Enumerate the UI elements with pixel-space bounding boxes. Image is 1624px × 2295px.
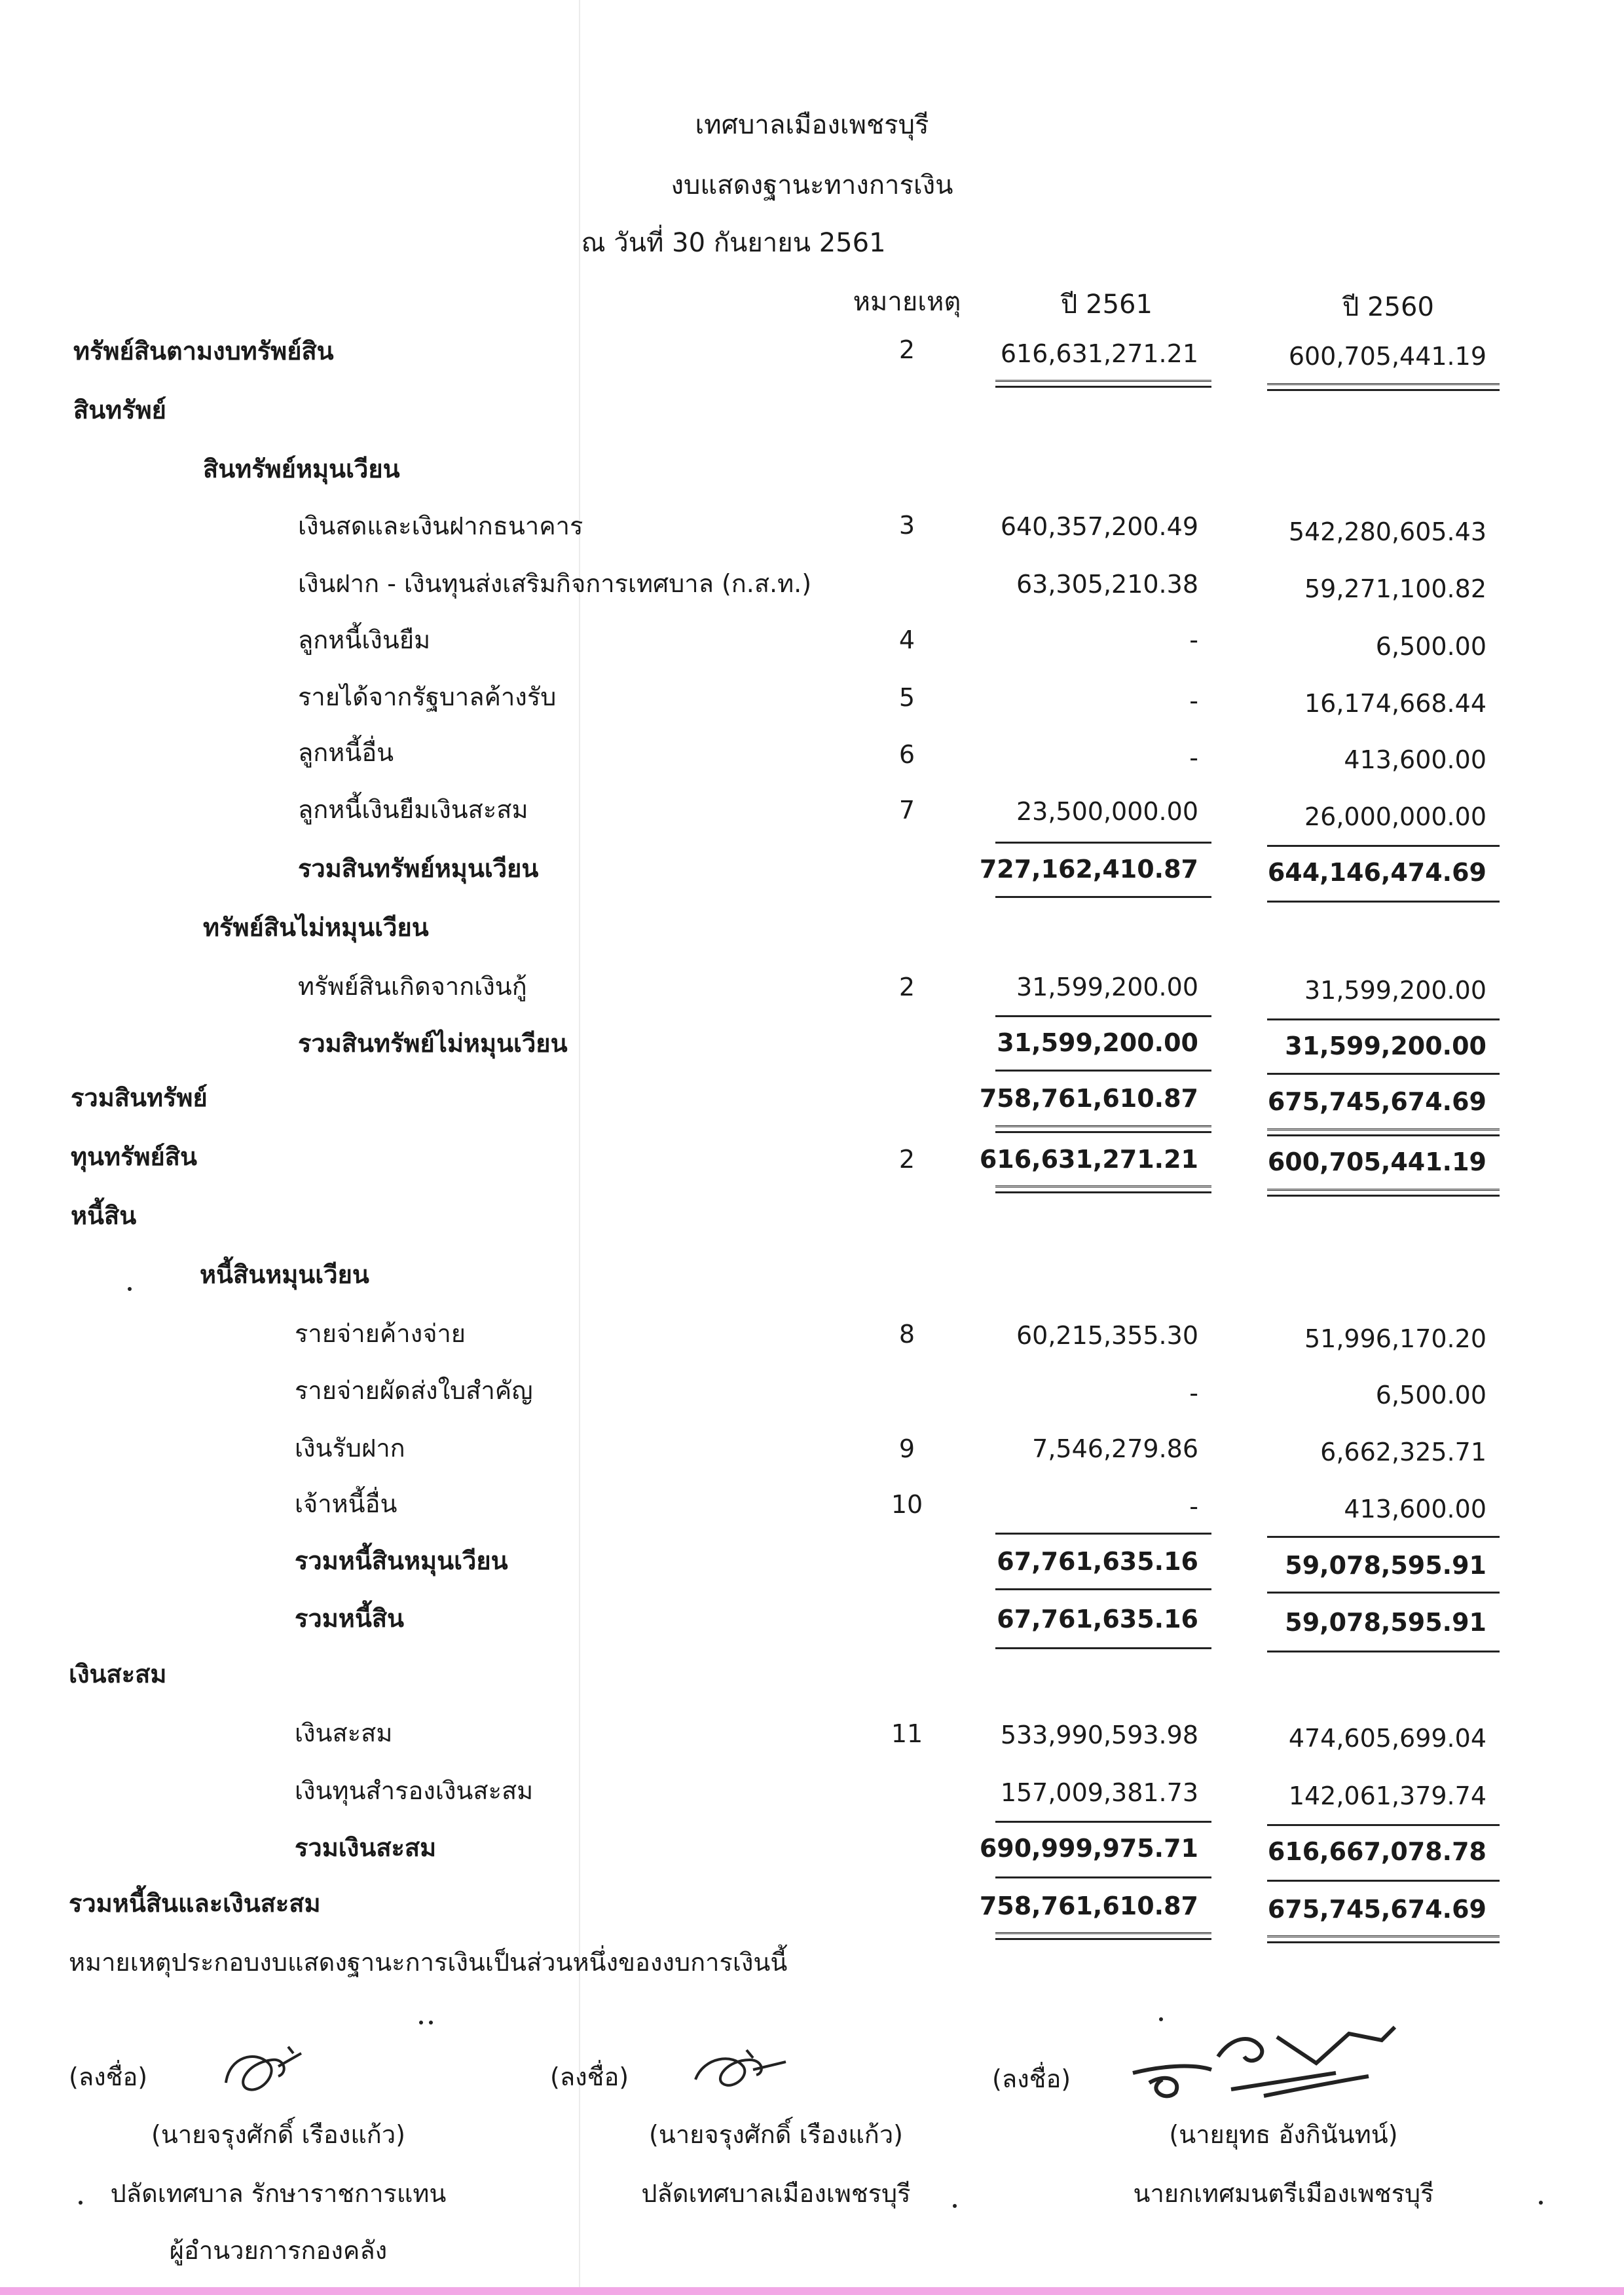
sign-label: (ลงชื่อ) [550,2062,629,2091]
scan-speck [953,2204,957,2208]
row-value-2560: 474,605,699.04 [1288,1724,1486,1753]
row-label: เงินสดและเงินฝากธนาคาร [298,512,583,540]
row-value-2561: 533,990,593.98 [1000,1721,1198,1749]
row-value-2560: 413,600.00 [1344,1495,1486,1523]
total-value-2560: 675,745,674.69 [1267,1087,1486,1116]
handwritten-signature [216,2037,321,2109]
row-value-2560: 51,996,170.20 [1304,1324,1486,1353]
section-heading: สินทรัพย์ [73,396,166,424]
section-heading: หนี้สิน [71,1201,137,1230]
subtotal-label: รวมสินทรัพย์หมุนเวียน [298,854,539,883]
scan-speck [429,2021,433,2024]
subtotal-rule [995,842,1211,844]
subtotal-rule [1267,1824,1500,1826]
subtotal-rule [995,1876,1211,1878]
row-value-2560: 26,000,000.00 [1304,802,1486,831]
row-value-2560: 6,500.00 [1375,632,1486,661]
double-underline [995,1185,1211,1193]
statement-date: ณ วันที่ 30 กันยายน 2561 [581,228,886,258]
row-note: 2 [898,973,915,1001]
row-note: 7 [898,796,915,825]
row-value-2560: 59,271,100.82 [1304,574,1486,603]
signatory-name: (นายจรุงศักดิ์ เรืองแก้ว) [649,2120,903,2149]
signatory-title: นายกเทศมนตรีเมืองเพชรบุรี [1133,2179,1434,2208]
subtotal-label: รวมหนี้สินหมุนเวียน [295,1546,508,1575]
subtotal-rule [1267,1592,1500,1594]
row-value-2560: 413,600.00 [1344,745,1486,774]
row-label: ทรัพย์สินเกิดจากเงินกู้ [298,972,527,1001]
double-underline [1267,1129,1500,1136]
row-note: 6 [898,740,915,769]
row-value-2560: 142,061,379.74 [1288,1782,1486,1810]
subtotal-value-2561: 31,599,200.00 [997,1028,1198,1057]
row-note: 2 [898,1145,915,1174]
row-label: เงินสะสม [295,1719,393,1747]
grand-total-label: รวมหนี้สินและเงินสะสม [69,1889,321,1918]
signatory-title: ปลัดเทศบาลเมืองเพชรบุรี [641,2179,911,2208]
total-value-2560: 59,078,595.91 [1285,1608,1486,1637]
row-value-2561: 616,631,271.21 [979,1145,1198,1174]
scan-speck [128,1287,132,1291]
row-value-2561: - [1189,625,1198,654]
row-note: 9 [898,1434,915,1463]
row-label: รายได้จากรัฐบาลค้างรับ [298,682,557,711]
row-value-2561: - [1189,1379,1198,1408]
scan-speck [1539,2201,1543,2205]
total-label: รวมสินทรัพย์ [71,1083,208,1112]
row-value-2560: 6,500.00 [1375,1381,1486,1409]
row-value-2561: - [1189,1492,1198,1521]
grand-total-value-2561: 758,761,610.87 [979,1892,1198,1920]
subtotal-rule [1267,845,1500,847]
double-underline [1267,1189,1500,1197]
statement-title: งบแสดงฐานะทางการเงิน [671,170,953,200]
total-value-2561: 67,761,635.16 [997,1605,1198,1633]
scan-speck [419,2021,423,2024]
row-note: 10 [891,1490,923,1519]
subtotal-value-2560: 59,078,595.91 [1285,1551,1486,1580]
signatory-name: (นายจรุงศักดิ์ เรืองแก้ว) [151,2120,405,2149]
scan-speck [79,2201,83,2205]
double-underline [995,1125,1211,1133]
sign-label: (ลงชื่อ) [992,2064,1071,2093]
row-note: 8 [898,1320,915,1349]
signatory-name: (นายยุทธ อังกินันทน์) [1169,2120,1398,2149]
subsection-heading: สินทรัพย์หมุนเวียน [203,455,400,483]
row-value-2561: - [1189,686,1198,715]
org-title: เทศบาลเมืองเพชรบุรี [695,110,929,140]
subsection-heading: ทรัพย์สินไม่หมุนเวียน [203,913,429,942]
row-value-2560: 600,705,441.19 [1267,1148,1486,1176]
row-value-2561: 60,215,355.30 [1016,1321,1198,1350]
subtotal-label: รวมเงินสะสม [295,1833,437,1862]
subtotal-value-2560: 644,146,474.69 [1267,858,1486,887]
row-note: 4 [898,625,915,654]
row-note: 3 [898,511,915,540]
subtotal-value-2561: 727,162,410.87 [979,855,1198,884]
row-note: 11 [891,1719,923,1748]
footnote: หมายเหตุประกอบงบแสดงฐานะการเงินเป็นส่วนหนึ่งของงบการเงินนี้ [69,1948,788,1977]
handwritten-signature [1120,2011,1428,2109]
subtotal-rule [995,896,1211,898]
row-label: เงินฝาก - เงินทุนส่งเสริมกิจการเทศบาล (ก.ส.ท.) [298,569,812,598]
row-value-2560: 31,599,200.00 [1304,976,1486,1005]
row-label: เงินรับฝาก [295,1434,405,1463]
subtotal-rule [995,1070,1211,1072]
subtotal-rule [1267,1651,1500,1652]
subtotal-rule [1267,1536,1500,1538]
subtotal-value-2561: 67,761,635.16 [997,1547,1198,1576]
column-header-2560: ปี 2560 [1342,292,1434,322]
row-value-2561: 31,599,200.00 [1016,973,1198,1001]
grand-total-value-2560: 675,745,674.69 [1267,1895,1486,1924]
handwritten-signature [688,2037,799,2102]
row-note: 5 [898,683,915,712]
double-underline [995,380,1211,388]
double-underline [995,1932,1211,1940]
signatory-title-2: ผู้อำนวยการกองคลัง [169,2236,388,2265]
signatory-title: ปลัดเทศบาล รักษาราชการแทน [110,2179,447,2208]
row-label: ทุนทรัพย์สิน [71,1142,197,1171]
row-label: รายจ่ายค้างจ่าย [295,1319,466,1348]
row-value-2561: - [1189,743,1198,772]
subtotal-rule [1267,1073,1500,1075]
subsection-heading: หนี้สินหมุนเวียน [200,1260,369,1289]
subtotal-value-2560: 616,667,078.78 [1267,1837,1486,1866]
subtotal-value-2560: 31,599,200.00 [1285,1032,1486,1060]
row-value-2560: 16,174,668.44 [1304,689,1486,718]
column-header-2561: ปี 2561 [1061,289,1153,320]
row-value-2561: 7,546,279.86 [1032,1434,1198,1463]
subtotal-rule [995,1821,1211,1823]
double-underline [1267,1935,1500,1943]
double-underline [1267,383,1500,391]
row-value-2560: 6,662,325.71 [1320,1438,1486,1466]
row-value-2561: 616,631,271.21 [1000,339,1198,368]
total-value-2561: 758,761,610.87 [979,1084,1198,1113]
subtotal-rule [1267,901,1500,903]
subtotal-rule [1267,1880,1500,1882]
row-label: รายจ่ายผัดส่งใบสำคัญ [295,1376,533,1405]
row-label: ลูกหนี้เงินยืม [298,625,431,654]
row-label: ทรัพย์สินตามงบทรัพย์สิน [73,337,334,365]
subtotal-label: รวมสินทรัพย์ไม่หมุนเวียน [298,1029,568,1058]
row-label: ลูกหนี้เงินยืมเงินสะสม [298,795,528,824]
subtotal-rule [995,1647,1211,1649]
row-label: ลูกหนี้อื่น [298,738,394,767]
subtotal-rule [995,1588,1211,1590]
subtotal-rule [995,1533,1211,1535]
row-label: เจ้าหนี้อื่น [295,1489,397,1518]
row-value-2561: 23,500,000.00 [1016,797,1198,826]
bottom-edge-bar [0,2287,1624,2295]
column-header-note: หมายเหตุ [853,287,961,317]
subtotal-rule [1267,1018,1500,1020]
sign-label: (ลงชื่อ) [69,2062,148,2091]
total-label: รวมหนี้สิน [295,1604,404,1633]
row-value-2560: 542,280,605.43 [1288,517,1486,546]
section-heading: เงินสะสม [69,1660,167,1689]
subtotal-rule [995,1015,1211,1017]
row-value-2560: 600,705,441.19 [1288,342,1486,371]
row-value-2561: 63,305,210.38 [1016,570,1198,599]
scan-speck [1159,2017,1163,2021]
subtotal-value-2561: 690,999,975.71 [979,1834,1198,1863]
row-label: เงินทุนสำรองเงินสะสม [295,1776,534,1805]
row-value-2561: 157,009,381.73 [1000,1778,1198,1807]
row-value-2561: 640,357,200.49 [1000,512,1198,541]
row-note: 2 [898,335,915,364]
